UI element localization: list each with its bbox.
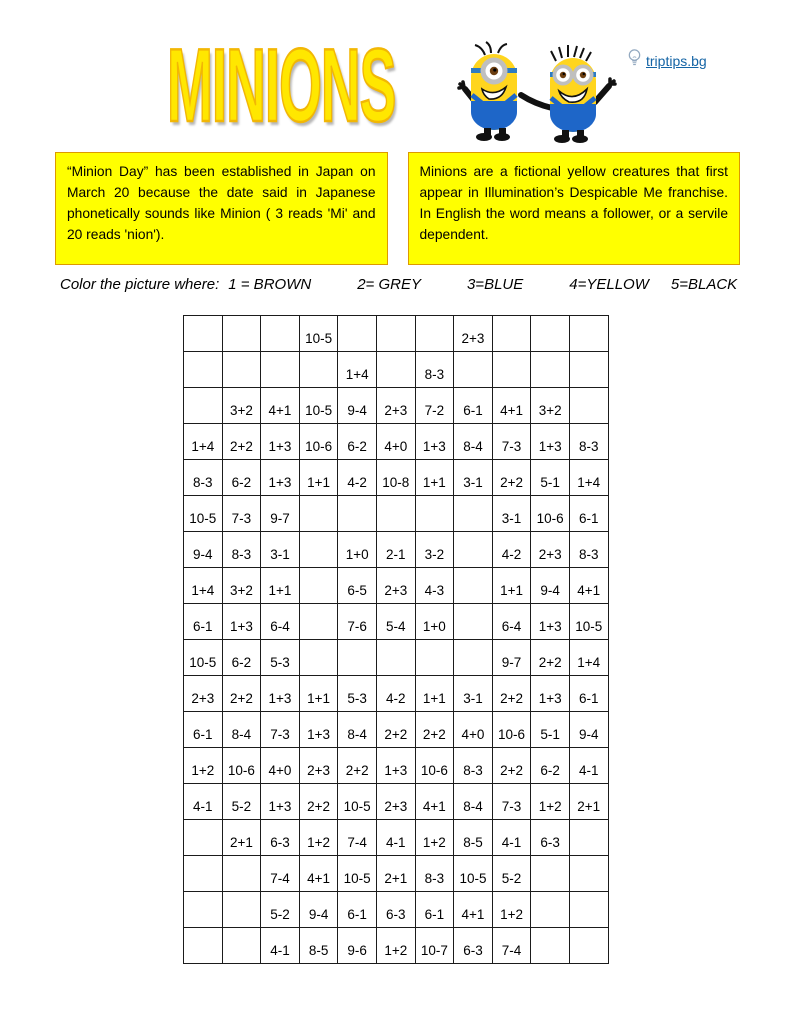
grid-cell-problem: 8-5 (454, 820, 493, 856)
grid-cell-problem: 1+1 (492, 568, 531, 604)
color-key-entries (219, 276, 737, 293)
grid-cell-problem: 8-3 (415, 856, 454, 892)
grid-cell-empty (222, 892, 261, 928)
grid-cell-problem: 10-8 (376, 460, 415, 496)
grid-cell-empty (415, 316, 454, 352)
grid-cell-empty (222, 928, 261, 964)
site-link[interactable]: triptips.bg (646, 52, 707, 69)
grid-cell-problem: 6-1 (569, 676, 608, 712)
grid-cell-problem: 8-3 (569, 424, 608, 460)
grid-cell-empty (415, 496, 454, 532)
grid-cell-problem: 10-5 (299, 316, 338, 352)
grid-cell-problem: 6-2 (531, 748, 570, 784)
grid-cell-problem: 4-1 (261, 928, 300, 964)
grid-cell-problem: 4-2 (376, 676, 415, 712)
grid-cell-problem: 10-6 (299, 424, 338, 460)
grid-cell-problem: 1+3 (376, 748, 415, 784)
color-key-entry: 3=BLUE (466, 276, 524, 293)
grid-cell-problem: 6-1 (415, 892, 454, 928)
grid-cell-problem: 5-1 (531, 712, 570, 748)
grid-cell-problem: 10-6 (531, 496, 570, 532)
grid-cell-problem: 7-3 (222, 496, 261, 532)
grid-cell-problem: 9-4 (184, 532, 223, 568)
grid-cell-problem: 8-3 (569, 532, 608, 568)
grid-row (184, 820, 609, 856)
grid-cell-problem: 2+1 (376, 856, 415, 892)
grid-cell-empty (299, 568, 338, 604)
grid-cell-problem: 7-4 (492, 928, 531, 964)
grid-cell-problem: 2+3 (299, 748, 338, 784)
grid-cell-problem: 1+3 (531, 676, 570, 712)
grid-cell-problem: 2+2 (492, 676, 531, 712)
grid-cell-problem: 10-6 (415, 748, 454, 784)
grid-cell-problem: 2+2 (492, 748, 531, 784)
grid-cell-empty (569, 316, 608, 352)
grid-cell-problem: 1+3 (531, 424, 570, 460)
grid-cell-problem: 3-1 (454, 460, 493, 496)
grid-cell-problem: 4-1 (492, 820, 531, 856)
grid-cell-problem: 4+1 (299, 856, 338, 892)
grid-cell-problem: 10-5 (338, 784, 377, 820)
grid-row (184, 424, 609, 460)
color-key-entry: 5=BLACK (670, 276, 738, 293)
grid-cell-problem: 5-3 (338, 676, 377, 712)
grid-cell-problem: 3-2 (415, 532, 454, 568)
grid-cell-problem: 2+2 (338, 748, 377, 784)
grid-cell-problem: 5-1 (531, 460, 570, 496)
grid-cell-empty (184, 856, 223, 892)
minions-icon (455, 38, 617, 150)
grid-cell-problem: 6-5 (338, 568, 377, 604)
grid-cell-problem: 10-5 (184, 496, 223, 532)
grid-cell-problem: 6-1 (184, 604, 223, 640)
grid-cell-problem: 1+3 (261, 424, 300, 460)
grid-cell-problem: 1+4 (569, 460, 608, 496)
grid-cell-problem: 1+3 (299, 712, 338, 748)
grid-cell-problem: 4-1 (376, 820, 415, 856)
grid-cell-empty (454, 604, 493, 640)
grid-cell-problem: 2+2 (492, 460, 531, 496)
grid-cell-problem: 4+0 (261, 748, 300, 784)
grid-cell-empty (261, 352, 300, 388)
grid-cell-empty (338, 496, 377, 532)
grid-cell-problem: 2+3 (376, 784, 415, 820)
grid-row (184, 712, 609, 748)
grid-cell-problem: 4-1 (569, 748, 608, 784)
grid-cell-problem: 2+3 (531, 532, 570, 568)
grid-row (184, 388, 609, 424)
grid-cell-empty (454, 352, 493, 388)
grid-cell-empty (222, 352, 261, 388)
grid-cell-problem: 8-3 (184, 460, 223, 496)
color-key-entry: 1 = BROWN (228, 276, 312, 293)
grid-cell-problem: 4-2 (338, 460, 377, 496)
grid-cell-problem: 6-1 (454, 388, 493, 424)
grid-cell-problem: 7-3 (492, 784, 531, 820)
grid-cell-problem: 1+3 (222, 604, 261, 640)
grid-row (184, 784, 609, 820)
grid-row (184, 316, 609, 352)
grid-cell-empty (184, 352, 223, 388)
grid-cell-problem: 6-3 (454, 928, 493, 964)
grid-cell-empty (299, 352, 338, 388)
grid-cell-problem: 5-2 (222, 784, 261, 820)
grid-cell-problem: 1+4 (338, 352, 377, 388)
grid-cell-problem: 1+3 (415, 424, 454, 460)
grid-cell-problem: 10-5 (338, 856, 377, 892)
grid-cell-problem: 6-1 (338, 892, 377, 928)
grid-cell-problem: 8-3 (415, 352, 454, 388)
grid-cell-problem: 7-3 (261, 712, 300, 748)
grid-cell-empty (454, 496, 493, 532)
grid-cell-problem: 10-7 (415, 928, 454, 964)
grid-cell-problem: 2+3 (184, 676, 223, 712)
grid-cell-problem: 6-2 (222, 460, 261, 496)
grid-row (184, 640, 609, 676)
grid-cell-empty (569, 352, 608, 388)
grid-cell-empty (338, 316, 377, 352)
grid-cell-problem: 6-1 (569, 496, 608, 532)
grid-cell-problem: 6-1 (184, 712, 223, 748)
grid-cell-problem: 9-4 (338, 388, 377, 424)
grid-cell-empty (492, 316, 531, 352)
grid-cell-empty (184, 388, 223, 424)
grid-cell-problem: 5-2 (261, 892, 300, 928)
grid-cell-problem: 4+0 (376, 424, 415, 460)
grid-cell-problem: 3-1 (261, 532, 300, 568)
grid-cell-problem: 7-6 (338, 604, 377, 640)
grid-cell-problem: 3+2 (531, 388, 570, 424)
grid-cell-problem: 1+1 (299, 676, 338, 712)
grid-cell-empty (376, 640, 415, 676)
grid-cell-problem: 6-4 (261, 604, 300, 640)
grid-cell-empty (569, 856, 608, 892)
grid-row (184, 496, 609, 532)
grid-row (184, 748, 609, 784)
grid-cell-problem: 1+2 (415, 820, 454, 856)
grid-row (184, 928, 609, 964)
grid-cell-problem: 10-5 (454, 856, 493, 892)
grid-cell-empty (569, 892, 608, 928)
fact-box-minions-definition: Minions are a fictional yellow creatures that first appear in Illumination’s Despicable Me franchise. In English the word means a follower, or a servile dependent. (408, 152, 741, 265)
grid-cell-empty (222, 316, 261, 352)
grid-cell-empty (261, 316, 300, 352)
grid-cell-problem: 8-3 (222, 532, 261, 568)
grid-cell-problem: 8-4 (338, 712, 377, 748)
page-title: MINIONS (167, 28, 396, 144)
grid-cell-problem: 1+1 (299, 460, 338, 496)
grid-cell-problem: 10-6 (492, 712, 531, 748)
grid-row (184, 892, 609, 928)
grid-cell-problem: 1+2 (492, 892, 531, 928)
grid-cell-empty (454, 568, 493, 604)
grid-cell-empty (299, 496, 338, 532)
grid-cell-empty (376, 352, 415, 388)
grid-cell-problem: 6-4 (492, 604, 531, 640)
grid-row (184, 532, 609, 568)
grid-cell-problem: 1+2 (184, 748, 223, 784)
grid-row (184, 676, 609, 712)
grid-cell-problem: 2+1 (222, 820, 261, 856)
grid-cell-problem: 1+2 (299, 820, 338, 856)
grid-cell-problem: 3+2 (222, 388, 261, 424)
grid-cell-empty (531, 856, 570, 892)
grid-cell-empty (184, 928, 223, 964)
minions-illustration (455, 38, 617, 155)
grid-cell-problem: 1+3 (261, 460, 300, 496)
grid-cell-problem: 4+1 (261, 388, 300, 424)
grid-cell-problem: 7-3 (492, 424, 531, 460)
site-brand (627, 48, 707, 73)
grid-cell-problem: 4+1 (569, 568, 608, 604)
grid-cell-problem: 6-3 (531, 820, 570, 856)
grid-cell-problem: 1+2 (376, 928, 415, 964)
grid-cell-problem: 5-4 (376, 604, 415, 640)
grid-cell-problem: 4+1 (492, 388, 531, 424)
grid-cell-problem: 4+0 (454, 712, 493, 748)
grid-cell-problem: 2+2 (222, 676, 261, 712)
grid-cell-problem: 5-3 (261, 640, 300, 676)
grid-cell-problem: 6-3 (376, 892, 415, 928)
grid-cell-empty (531, 928, 570, 964)
grid-cell-problem: 1+3 (261, 784, 300, 820)
grid-cell-problem: 2+2 (222, 424, 261, 460)
grid-cell-problem: 7-4 (261, 856, 300, 892)
grid-cell-problem: 8-5 (299, 928, 338, 964)
grid-cell-problem: 7-2 (415, 388, 454, 424)
grid-cell-problem: 1+4 (569, 640, 608, 676)
grid-cell-problem: 4+1 (415, 784, 454, 820)
grid-cell-problem: 7-4 (338, 820, 377, 856)
grid-cell-problem: 4-2 (492, 532, 531, 568)
grid-cell-problem: 2+2 (531, 640, 570, 676)
grid-cell-empty (299, 604, 338, 640)
grid-cell-empty (299, 640, 338, 676)
grid-cell-problem: 9-7 (492, 640, 531, 676)
grid-cell-problem: 2-1 (376, 532, 415, 568)
grid-cell-problem: 9-6 (338, 928, 377, 964)
grid-cell-problem: 8-4 (222, 712, 261, 748)
fact-boxes (55, 152, 740, 265)
grid-cell-problem: 2+2 (376, 712, 415, 748)
grid-cell-problem: 8-4 (454, 784, 493, 820)
fact-box-minion-day: “Minion Day” has been established in Japan on March 20 because the date said in Japanese phonetically sounds like Minion ( 3 reads 'Mi' and 20 reads 'nion'). (55, 152, 388, 265)
grid-cell-empty (376, 316, 415, 352)
grid-row (184, 856, 609, 892)
grid-cell-empty (569, 388, 608, 424)
grid-cell-problem: 4-1 (184, 784, 223, 820)
grid-cell-problem: 8-3 (454, 748, 493, 784)
grid-cell-problem: 1+3 (261, 676, 300, 712)
color-key-prefix: Color the picture where: (60, 276, 220, 293)
grid-cell-empty (454, 532, 493, 568)
grid-cell-empty (415, 640, 454, 676)
grid-cell-problem: 1+2 (531, 784, 570, 820)
grid-cell-problem: 1+1 (415, 676, 454, 712)
grid-cell-empty (531, 352, 570, 388)
grid-cell-problem: 1+0 (415, 604, 454, 640)
grid-cell-empty (184, 820, 223, 856)
grid-cell-problem: 6-3 (261, 820, 300, 856)
grid-cell-problem: 10-5 (184, 640, 223, 676)
grid-cell-problem: 9-4 (531, 568, 570, 604)
grid-cell-problem: 3-1 (454, 676, 493, 712)
grid-cell-problem: 5-2 (492, 856, 531, 892)
grid-cell-problem: 10-5 (569, 604, 608, 640)
grid-cell-empty (222, 856, 261, 892)
grid-cell-problem: 1+1 (261, 568, 300, 604)
grid-cell-problem: 3+2 (222, 568, 261, 604)
grid-cell-empty (184, 316, 223, 352)
color-key-entry: 4=YELLOW (569, 276, 649, 293)
grid-cell-problem: 4-3 (415, 568, 454, 604)
color-key (60, 276, 737, 293)
grid-cell-problem: 8-4 (454, 424, 493, 460)
grid-cell-empty (184, 892, 223, 928)
math-grid (183, 315, 609, 964)
grid-cell-problem: 1+0 (338, 532, 377, 568)
grid-cell-empty (569, 928, 608, 964)
grid-cell-empty (299, 532, 338, 568)
grid-cell-problem: 6-2 (222, 640, 261, 676)
grid-cell-empty (454, 640, 493, 676)
color-key-entry: 2= GREY (357, 276, 421, 293)
grid-cell-problem: 3-1 (492, 496, 531, 532)
grid-cell-empty (569, 820, 608, 856)
grid-row (184, 460, 609, 496)
grid-cell-empty (338, 640, 377, 676)
grid-cell-problem: 9-7 (261, 496, 300, 532)
grid-cell-empty (531, 316, 570, 352)
grid-row (184, 604, 609, 640)
grid-cell-problem: 2+2 (299, 784, 338, 820)
grid-row (184, 352, 609, 388)
grid-cell-empty (376, 496, 415, 532)
grid-cell-problem: 2+3 (454, 316, 493, 352)
grid-cell-problem: 2+2 (415, 712, 454, 748)
grid-cell-problem: 10-5 (299, 388, 338, 424)
grid-cell-problem: 1+1 (415, 460, 454, 496)
grid-cell-problem: 9-4 (569, 712, 608, 748)
grid-cell-problem: 6-2 (338, 424, 377, 460)
lightbulb-icon (627, 48, 642, 73)
grid-cell-problem: 10-6 (222, 748, 261, 784)
grid-cell-empty (492, 352, 531, 388)
grid-cell-problem: 2+1 (569, 784, 608, 820)
grid-cell-problem: 1+3 (531, 604, 570, 640)
grid-cell-problem: 1+4 (184, 424, 223, 460)
grid-cell-empty (531, 892, 570, 928)
grid-cell-problem: 4+1 (454, 892, 493, 928)
grid-row (184, 568, 609, 604)
grid-cell-problem: 2+3 (376, 388, 415, 424)
grid-cell-problem: 2+3 (376, 568, 415, 604)
grid-cell-problem: 1+4 (184, 568, 223, 604)
grid-cell-problem: 9-4 (299, 892, 338, 928)
